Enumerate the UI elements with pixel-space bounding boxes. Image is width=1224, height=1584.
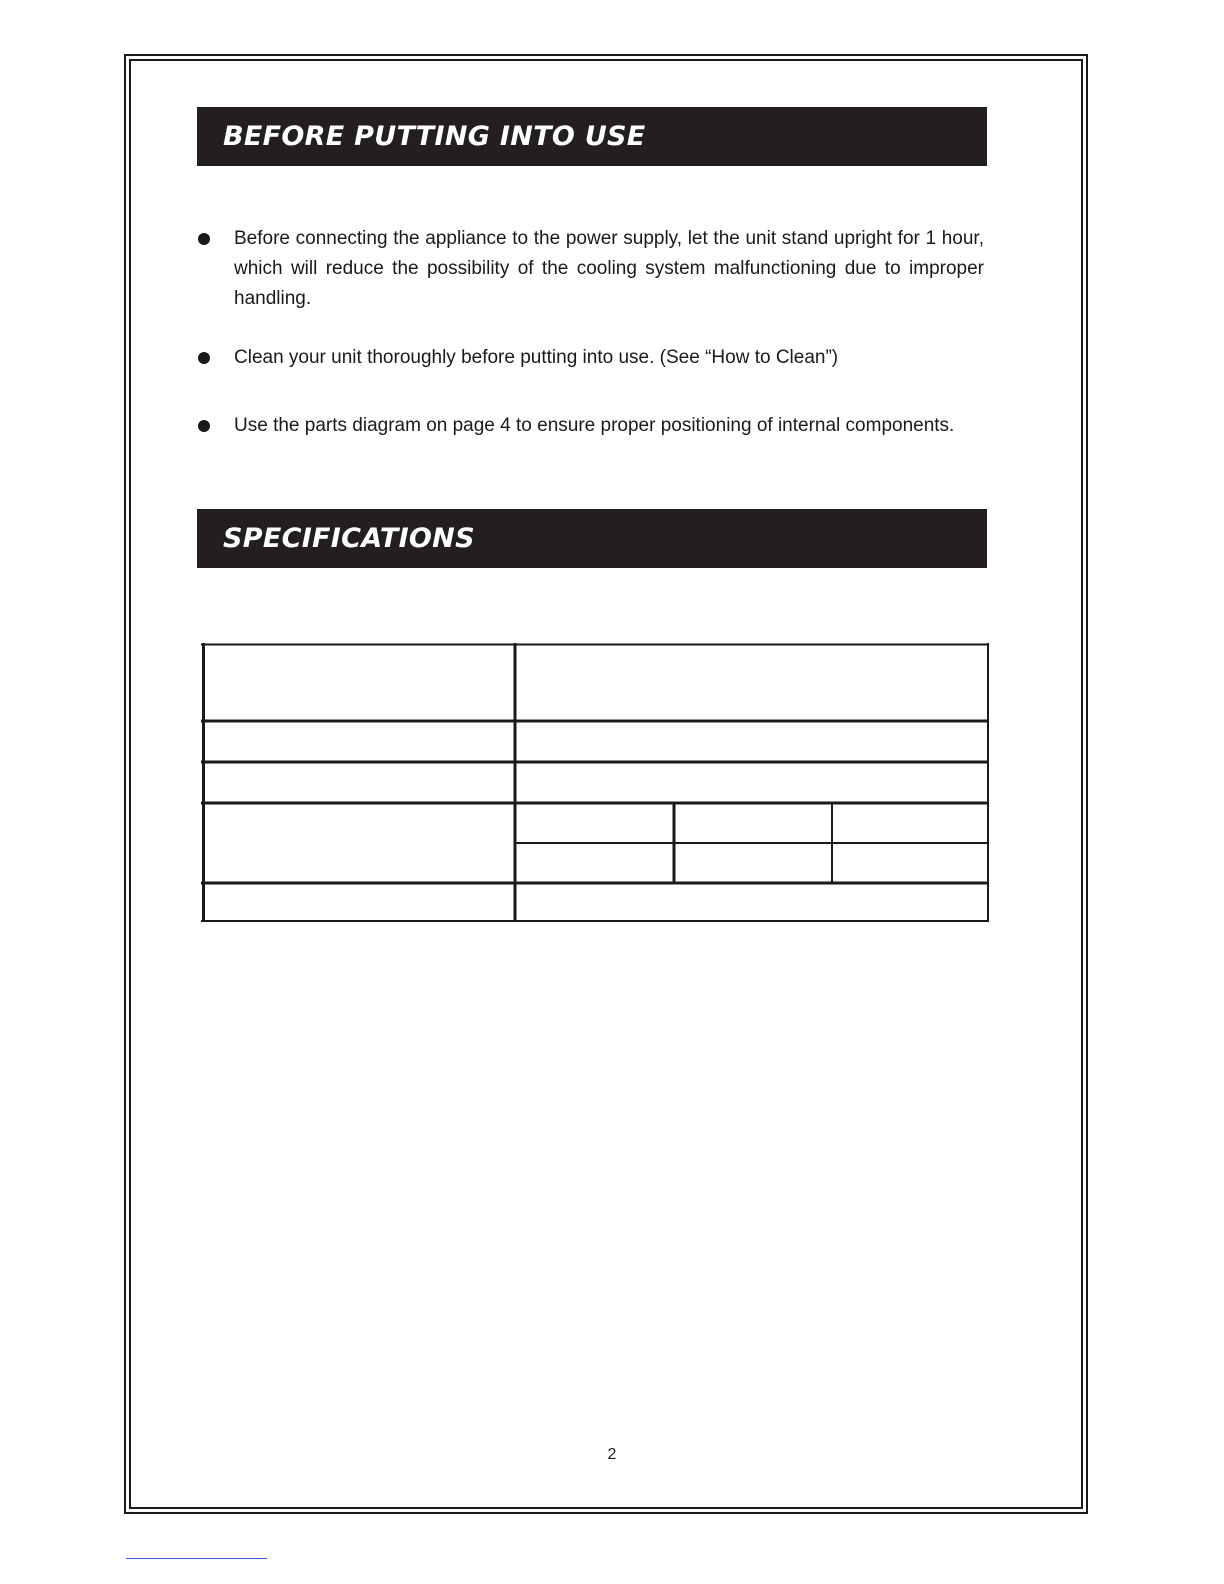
bullet-icon: [198, 233, 210, 245]
section-header-specifications: [197, 509, 987, 568]
list-item-text: Clean your unit thoroughly before putting into use. (See “How to Clean”): [234, 347, 839, 368]
list-item-text: Use the parts diagram on page 4 to ensure proper positioning of internal components.: [234, 415, 955, 436]
bullet-icon: [198, 352, 210, 364]
section-title-specifications: SPECIFICATIONS: [223, 523, 475, 554]
specifications-table-grid: [201, 643, 989, 922]
list-item-text: Before connecting the appliance to the power supply, let the unit stand upright for 1 hour, which will reduce the possibility of the cooling system malfunctioning due to improper handling.: [234, 228, 984, 309]
bullet-icon: [198, 420, 210, 432]
specifications-table: [201, 643, 989, 922]
section-header-before-use: [197, 107, 987, 166]
footer-rule: [126, 1558, 267, 1559]
section-title-before-use: BEFORE PUTTING INTO USE: [223, 121, 646, 152]
page-number: 2: [607, 1446, 617, 1463]
